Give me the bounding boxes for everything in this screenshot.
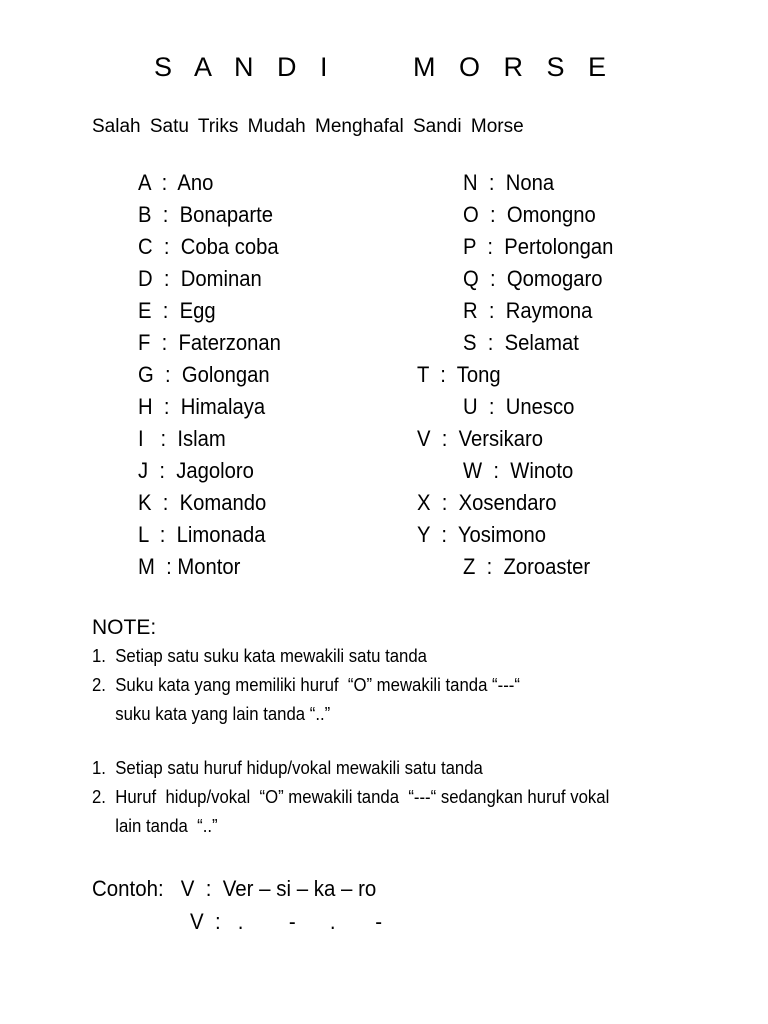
morse-entry-h: H : Himalaya: [138, 394, 266, 419]
morse-entry-i: I : Islam: [138, 426, 226, 451]
morse-entry-p: P : Pertolongan: [463, 234, 614, 259]
morse-entry-e: E : Egg: [138, 298, 216, 323]
morse-entry-b: B : Bonaparte: [138, 202, 274, 227]
subtitle: Salah Satu Triks Mudah Menghafal Sandi Morse: [92, 116, 524, 137]
morse-entry-n: N : Nona: [463, 170, 555, 195]
note-rule: lain tanda “..”: [92, 816, 218, 836]
note-heading: NOTE:: [92, 616, 157, 639]
page-title: S A N D I M O R S E: [153, 52, 615, 82]
morse-entry-t: T : Tong: [417, 362, 501, 387]
morse-entry-w: W : Winoto: [463, 458, 574, 483]
note-rule: 1. Setiap satu huruf hidup/vokal mewakili satu tanda: [92, 758, 483, 778]
morse-entry-v: V : Versikaro: [417, 426, 543, 451]
example-morse-line: V : . - . -: [190, 909, 383, 934]
note-rule: 2. Suku kata yang memiliki huruf “O” mewakili tanda “---“: [92, 675, 520, 695]
morse-entry-d: D : Dominan: [138, 266, 262, 291]
example-line: Contoh: V : Ver – si – ka – ro: [92, 876, 377, 901]
morse-entry-o: O : Omongno: [463, 202, 596, 227]
morse-entry-j: J : Jagoloro: [138, 458, 254, 483]
morse-entry-l: L : Limonada: [138, 522, 266, 547]
morse-entry-m: M : Montor: [138, 554, 241, 579]
morse-entry-c: C : Coba coba: [138, 234, 279, 259]
morse-entry-z: Z : Zoroaster: [463, 554, 591, 579]
morse-entry-x: X : Xosendaro: [417, 490, 557, 515]
morse-entry-q: Q : Qomogaro: [463, 266, 603, 291]
note-rule: 1. Setiap satu suku kata mewakili satu tanda: [92, 646, 427, 666]
morse-entry-f: F : Faterzonan: [138, 330, 281, 355]
morse-entry-g: G : Golongan: [138, 362, 270, 387]
note-rule: 2. Huruf hidup/vokal “O” mewakili tanda “---“ sedangkan huruf vokal: [92, 787, 610, 807]
morse-entry-r: R : Raymona: [463, 298, 593, 323]
note-rule: suku kata yang lain tanda “..”: [92, 704, 331, 724]
morse-entry-s: S : Selamat: [463, 330, 579, 355]
morse-entry-k: K : Komando: [138, 490, 267, 515]
morse-entry-a: A : Ano: [138, 170, 214, 195]
morse-entry-u: U : Unesco: [463, 394, 575, 419]
morse-entry-y: Y : Yosimono: [417, 522, 547, 547]
